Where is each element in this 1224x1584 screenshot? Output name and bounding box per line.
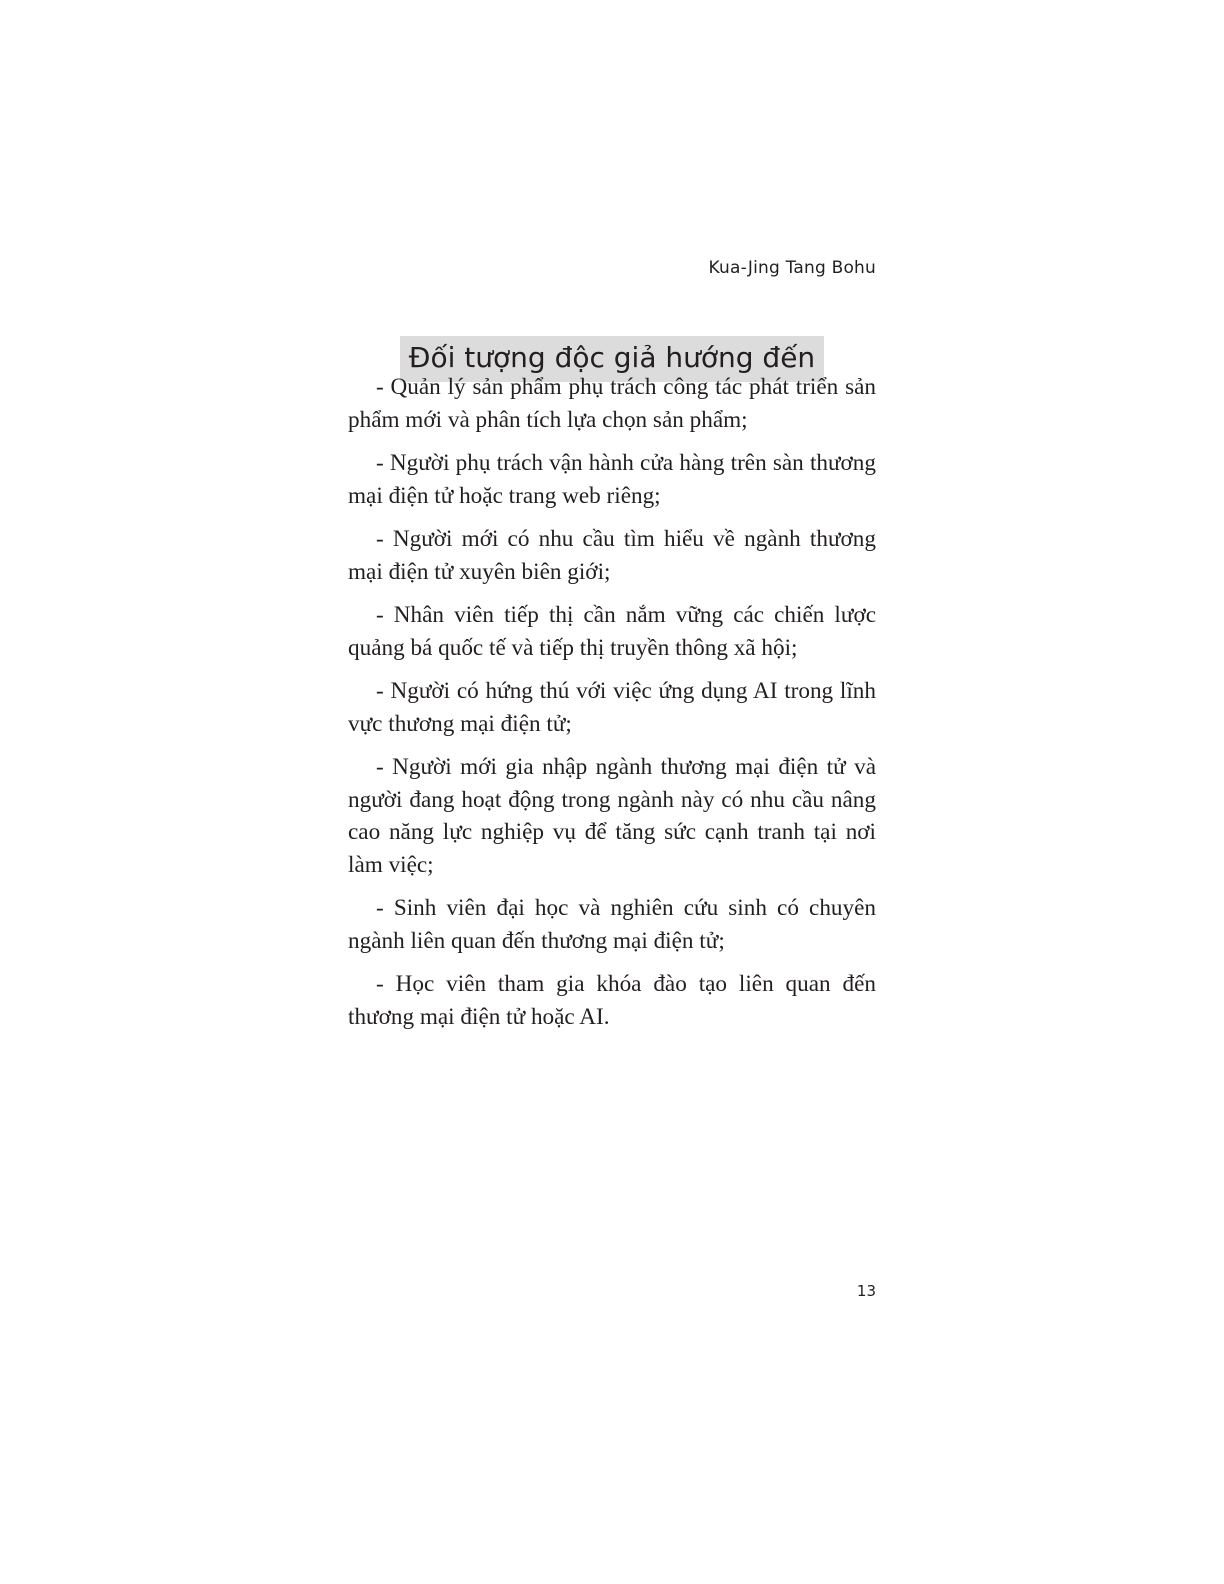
page-number: 13: [856, 1282, 876, 1300]
audience-item: - Nhân viên tiếp thị cần nắm vững các chiến lược quảng bá quốc tế và tiếp thị truyền thông xã hội;: [348, 602, 876, 661]
audience-item: - Người mới gia nhập ngành thương mại điện tử và người đang hoạt động trong ngành này có nhu cầu nâng cao năng lực nghiệp vụ để tăng sức cạnh tranh tại nơi làm việc;: [348, 754, 876, 878]
audience-item: - Học viên tham gia khóa đào tạo liên quan đến thương mại điện tử hoặc AI.: [348, 971, 876, 1030]
section-title: Đối tượng độc giả hướng đến: [400, 336, 824, 382]
running-header-author: Kua-Jing Tang Bohu: [708, 258, 876, 278]
audience-item: - Người có hứng thú với việc ứng dụng AI trong lĩnh vực thương mại điện tử;: [348, 678, 876, 737]
audience-item: - Quản lý sản phẩm phụ trách công tác phát triển sản phẩm mới và phân tích lựa chọn sản phẩm;: [348, 374, 876, 433]
audience-item: - Người mới có nhu cầu tìm hiểu về ngành thương mại điện tử xuyên biên giới;: [348, 526, 876, 585]
audience-list: [348, 371, 876, 1044]
audience-item: - Sinh viên đại học và nghiên cứu sinh có chuyên ngành liên quan đến thương mại điện tử;: [348, 895, 876, 954]
audience-item: - Người phụ trách vận hành cửa hàng trên sàn thương mại điện tử hoặc trang web riêng;: [348, 450, 876, 509]
